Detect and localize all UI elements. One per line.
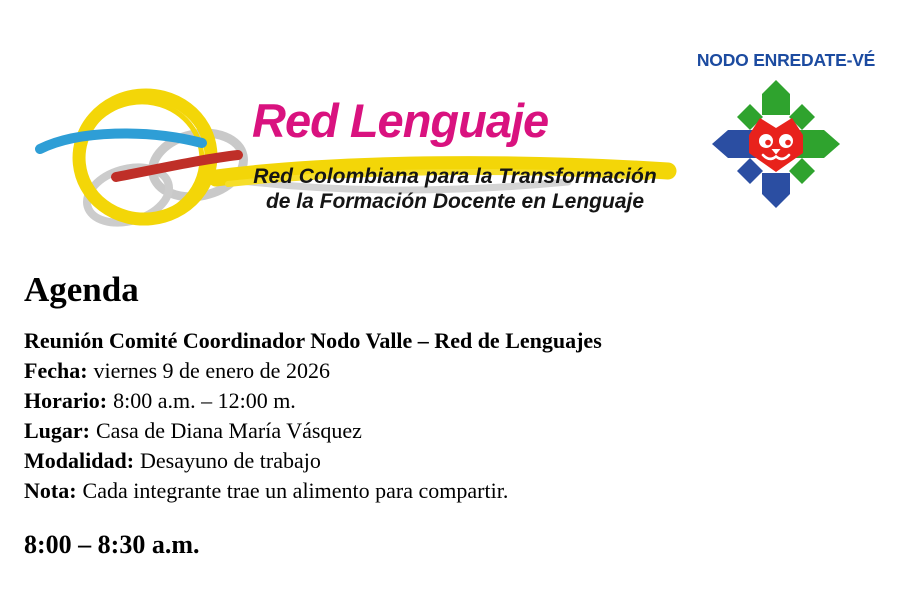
detail-value: viernes 9 de enero de 2026 xyxy=(93,358,330,383)
cat-face xyxy=(749,118,803,172)
page-title: Agenda xyxy=(24,270,139,310)
star-arrow-down xyxy=(762,173,790,208)
meeting-info-block xyxy=(24,326,602,506)
cat-pupil-right xyxy=(785,140,791,146)
meeting-detail-row xyxy=(24,446,602,476)
detail-value: Casa de Diana María Vásquez xyxy=(96,418,362,443)
nodo-enredate-title: NODO ENREDATE-VÉ xyxy=(696,50,876,70)
detail-label: Lugar: xyxy=(24,418,90,443)
detail-label: Horario: xyxy=(24,388,108,413)
meeting-title: Reunión Comité Coordinador Nodo Valle – Red de Lenguajes xyxy=(24,328,602,353)
star-diamond-lower-right xyxy=(789,158,815,184)
red-lenguaje-tagline xyxy=(243,164,667,214)
meeting-detail-row xyxy=(24,386,602,416)
meeting-detail-row xyxy=(24,416,602,446)
star-diamond-lower-left xyxy=(737,158,763,184)
meeting-detail-row xyxy=(24,356,602,386)
detail-value: 8:00 a.m. – 12:00 m. xyxy=(113,388,296,413)
detail-label: Modalidad: xyxy=(24,448,135,473)
detail-label: Nota: xyxy=(24,478,77,503)
cat-pupil-left xyxy=(765,140,771,146)
detail-label: Fecha: xyxy=(24,358,88,383)
tagline-line-2: de la Formación Docente en Lenguaje xyxy=(265,190,645,213)
tagline-line-1: Red Colombiana para la Transformación xyxy=(253,165,657,188)
blue-brush-stroke xyxy=(40,133,202,149)
star-arrow-up xyxy=(762,80,790,115)
meeting-detail-row xyxy=(24,476,602,506)
detail-value: Cada integrante trae un alimento para compartir. xyxy=(82,478,509,503)
session-time-heading: 8:00 – 8:30 a.m. xyxy=(24,530,200,559)
nodo-star-icon xyxy=(706,78,846,210)
detail-value: Desayuno de trabajo xyxy=(140,448,321,473)
red-lenguaje-title: Red Lenguaje xyxy=(252,94,549,147)
